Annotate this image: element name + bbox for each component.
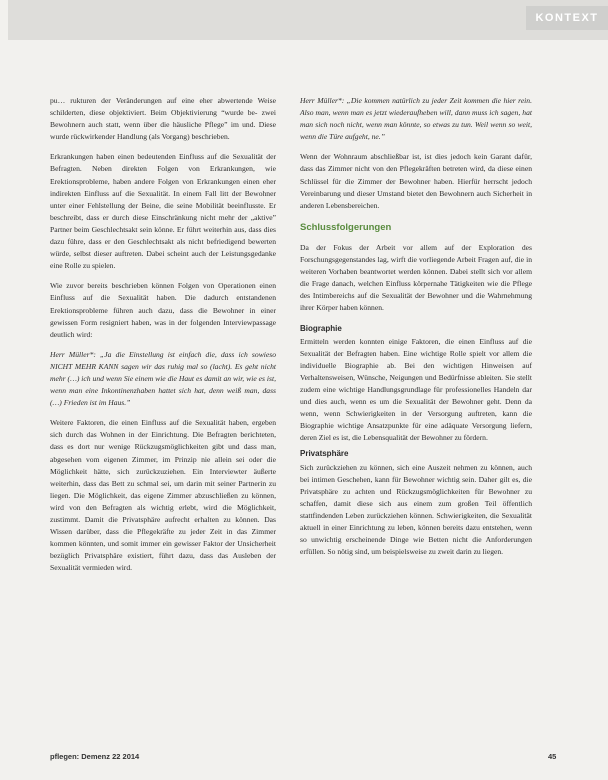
subheading: Biographie <box>300 323 342 333</box>
subheading: Privatsphäre <box>300 449 349 459</box>
paragraph: pu… rukturen der Veränderungen auf eine eher abwertende Weise schilderten, diese objektiviert. Beim Objektivierung “wurde be- zwei Bewohnern auch statt, wenn über die häusliche Pflege” im und. Diese wurde rückwirkender Handlung (als Vorgang) beschrieben. <box>50 96 276 142</box>
section-tab: KONTEXT <box>526 6 608 30</box>
section-heading: Schlussfolgerungen <box>300 221 392 233</box>
paragraph: Wenn der Wohnraum abschließbar ist, ist dies jedoch kein Garant dafür, dass das Zimmer nicht von den Pflegekräften betreten wird, da diese einen Schlüssel für die Zimmer der Bewohner haben. Hierfür herrscht jedoch Vereinbarung und dieser Umstand bietet den Bewohnern auch Sicherheit in anderen Lebensbereichen. <box>300 152 532 210</box>
paragraph: Sich zurückziehen zu können, sich eine Auszeit nehmen zu können, auch bei intimen Geschehen, kann für Bewohner wichtig sein. Daher gilt es, die Privatsphäre zu achten und Rückzugsmöglichkeiten für Bewohner zu schaffen, damit diese sich aus einem zum großen Teil öffentlich stattfindenden Leben zurückziehen können. Schwierigkeiten, die Sexualität aktuell in einer Einrichtung zu leben, können bereits dazu entstehen, wenn so unwichtig erscheinende Dinge wie Betten nicht die Anforderungen erfüllen. So nötig sind, um beispielsweise zu zweit darin zu liegen. <box>300 462 532 557</box>
paragraph: Da der Fokus der Arbeit vor allem auf der Exploration des Forschungsgegenstandes lag, wirft die vorliegende Arbeit Fragen auf, die in weiteren Vorhaben beantwortet werden können. Dabei stellt sich vor allem die Frage danach, welchen Einfluss körpernahe Tätigkeiten wie die Pflege des Intimbereichs auf die Sexualität der Bewohner und die Wahrnehmung ihrer Körper haben können. <box>300 242 532 313</box>
page-number: 45 <box>548 752 557 761</box>
interview-quote: Herr Müller*: „Die kommen natürlich zu jeder Zeit kommen die hier rein. Also man, wenn man es jetzt wiederaufheben will, dann muss ich sagen, hat man sich noch nicht, wenn man könnte, so etwas zu tun. Weil wenn so weit, wenn die Türe aufgeht, ne.” <box>300 96 532 142</box>
paragraph: Ermitteln werden konnten einige Faktoren, die einen Einfluss auf die Sexualität der Befragten haben. Eine wichtige Rolle spielt vor allem die individuelle Biographie ab. Bei den wichtigen Hinweisen auf Verhaltensweisen, Wünsche, Neigungen und Bedürfnisse ableiten. Sie stellt zudem eine wichtige Handlungsgrundlage für professionelles Handeln dar und dies auch, wenn es um die Sexualität der Bewohner geht. Denn da wenn, wenn Schwierigkeiten in der Versorgung auftreten, kann die Biographie wichtige Ansatzpunkte für eine adäquate Versorgung liefern, deren Ziel es ist, die Lebensqualität der Bewohner zu fördern. <box>300 336 532 443</box>
paragraph: Wie zuvor bereits beschrieben können Folgen von Operationen einen Einfluss auf die Sexualität haben. Die dadurch entstandenen Erektionsprobleme führen auch dazu, dass die Bewohner in einer gewissen Form resigniert haben, was in der folgenden Interviewpassage deutlich wird: <box>50 281 276 339</box>
paragraph: Weitere Faktoren, die einen Einfluss auf die Sexualität haben, ergeben sich durch das Wohnen in der Einrichtung. Die Befragten berichteten, dass es dort nur wenige Rückzugsmöglichkeiten gibt und dass man, abgesehen vom eigenen Zimmer, im Prinzip nie allein sei oder die Möglichkeit hätte, sich zurückzuziehen. Ein Interviewter äußerte weiterhin, dass das Bett zu schmal sei, um darin mit seiner Partnerin zu liegen. Die Möglichkeit, das eigene Zimmer abzuschließen zu können, wird von den Befragten als wichtig erlebt, wird die Möglichkeit, zustimmt. Damit die Privatsphäre aufrecht erhalten zu können. Das Wissen darüber, dass die Pflegekräfte zu jeder Zeit in das Zimmer kommen könnten, und somit immer ein gewisser Faktor der Unsicherheit bezüglich Privatsphäre existiert, führt dazu, dass das Ausleben der Sexualität vermieden wird. <box>50 418 276 573</box>
left-column <box>50 95 276 582</box>
header-strip <box>8 0 608 40</box>
right-column <box>300 95 532 566</box>
paragraph: Erkrankungen haben einen bedeutenden Einfluss auf die Sexualität der Befragten. Neben direkten Folgen von Erkrankungen, wie Erektionsprobleme, haben andere Folgen von Erkrankungen einen eher indirekten Einfluss auf die Sexualität. In einem Fall litt der Bewohner unter einer Fehlstellung der Beine, die seine Mobilität beeinflusste. Er beschreibt, dass er durch diese Einschränkung nicht mehr der „aktive” Partner beim Geschlechtsakt sein könne. Er führt weiterhin aus, dass dies dazu führe, dass er den Geschlechtsakt als nicht befriedigend bewerten würde, selbst dieser auftreten. Dabei scheint auch der Leistungsgedanke eine Rolle zu spielen. <box>50 152 276 271</box>
interview-quote: Herr Müller*: „Ja die Einstellung ist einfach die, dass ich sowieso NICHT MEHR KANN sagen wir das ruhig mal so (lacht). Es geht nicht mehr (…) ich und wenn Sie einem wie die Haut es damit an wir, wie es ist, wenn man eine Inkontinenzhaben hattet sich hat, denn weiß man, dass (…) Frieden ist im Haus.” <box>50 349 276 408</box>
footer-publication: pflegen: Demenz 22 2014 <box>50 752 140 761</box>
